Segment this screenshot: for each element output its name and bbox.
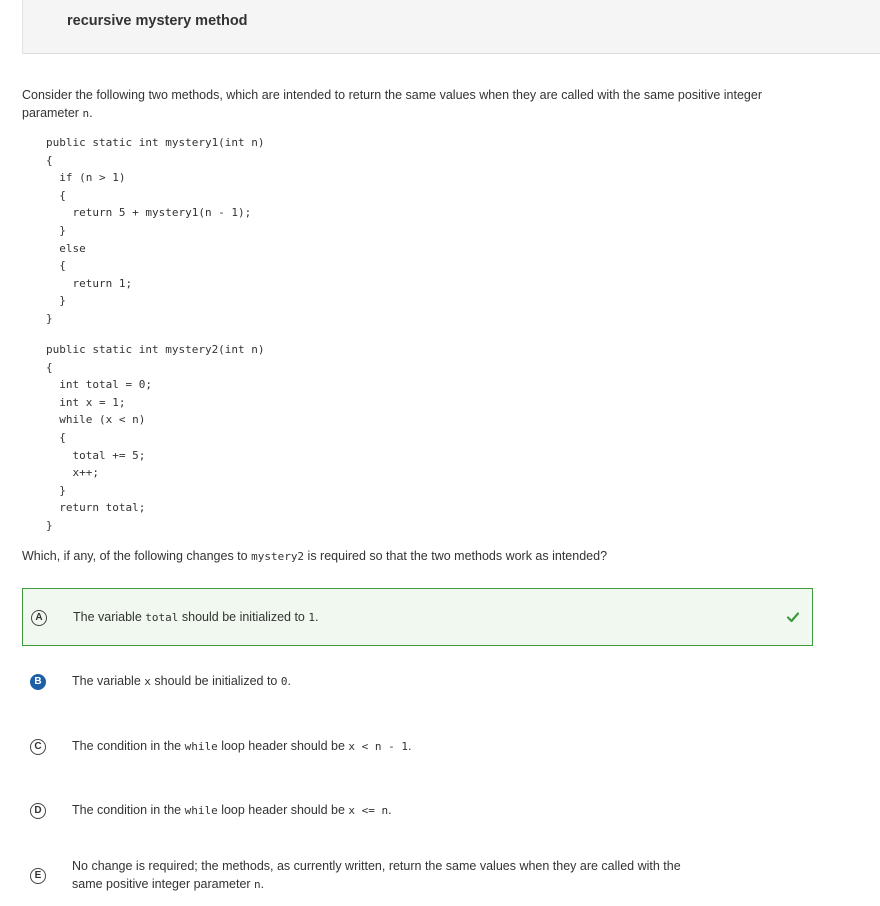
question-code: mystery2 <box>251 550 305 563</box>
question-title: recursive mystery method <box>67 13 248 29</box>
option-e[interactable] <box>22 852 813 902</box>
question-intro <box>22 86 802 123</box>
option-c[interactable] <box>22 729 813 765</box>
option-c-letter: C <box>30 739 46 755</box>
option-a-text: The variable total should be initialized to 1. <box>73 610 319 624</box>
option-b[interactable] <box>22 664 813 700</box>
option-d-text: The condition in the while loop header should be x <= n. <box>72 803 392 817</box>
option-a[interactable] <box>22 588 813 646</box>
intro-period: . <box>89 106 93 120</box>
option-b-text: The variable x should be initialized to 0. <box>72 674 291 688</box>
code-mystery2: public static int mystery2(int n) { int total = 0; int x = 1; while (x < n) { total += 5; x++; } return total; } <box>46 343 265 532</box>
option-c-text: The condition in the while loop header should be x < n - 1. <box>72 739 412 753</box>
intro-text: Consider the following two methods, which are intended to return the same values when they are called with the same positive integer parameter <box>22 88 762 120</box>
question-header <box>22 0 880 54</box>
question-text-after: is required so that the two methods work as intended? <box>307 549 608 563</box>
option-b-letter: B <box>30 674 46 690</box>
option-d-letter: D <box>30 803 46 819</box>
option-e-text: No change is required; the methods, as currently written, return the same values when they are called with the same positive integer parameter n. <box>72 859 681 891</box>
code-mystery1: public static int mystery1(int n) { if (n > 1) { return 5 + mystery1(n - 1); } else { return 1; } } <box>46 136 265 325</box>
option-a-letter: A <box>31 610 47 626</box>
check-icon <box>786 610 800 624</box>
question-text-before: Which, if any, of the following changes to <box>22 549 248 563</box>
intro-param: n <box>82 107 90 120</box>
question-prompt <box>22 547 607 566</box>
option-d[interactable] <box>22 793 813 829</box>
option-e-letter: E <box>30 868 46 884</box>
